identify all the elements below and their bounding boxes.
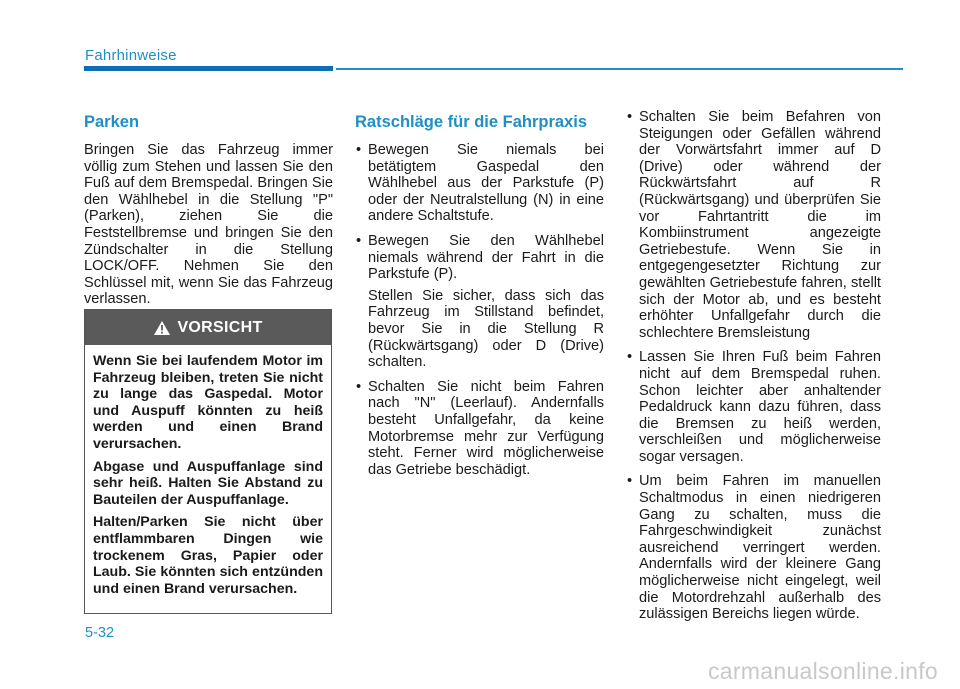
- parken-title: Parken: [84, 113, 140, 131]
- list-item-text: Bewegen Sie den Wählhebel niemals während der Fahrt in die Parkstufe (P).: [368, 232, 604, 283]
- list-item: [626, 109, 881, 341]
- caution-body: [85, 345, 331, 597]
- list-item-text: Um beim Fahren im manuellen Schaltmodus in einen niedrigeren Gang zu schalten, muss die Fahrgeschwindigkeit zunächst ausreichend verringert werden. Andernfalls wird der kleinere Gang möglicherweise nicht eingelegt, weil die Motordrehzahl außerhalb des zulässigen Bereichs liegen würde.: [639, 473, 881, 623]
- list-item-subparagraph: Stellen Sie sicher, dass sich das Fahrzeug im Stillstand befindet, bevor Sie in die Stellung R (Rückwärtsgang) oder D (Drive) schalten.: [368, 287, 604, 371]
- caution-box: [84, 309, 332, 614]
- caution-paragraph: Halten/Parken Sie nicht über entflammbaren Dingen wie trockenem Gras, Papier oder Laub. Sie könnten sich entzünden und einen Brand verursachen.: [93, 514, 323, 597]
- ratschlaege-list: [355, 142, 604, 478]
- list-item-text: Schalten Sie nicht beim Fahren nach "N" (Leerlauf). Andernfalls besteht Unfallgefahr, da keine Motorbremse mehr zur Verfügung steht. Ferner wird möglicherweise das Getriebe beschädigt.: [368, 378, 604, 478]
- section-header: Fahrhinweise: [85, 47, 177, 64]
- caution-paragraph: Wenn Sie bei laufendem Motor im Fahrzeug bleiben, treten Sie nicht zu lange das Gaspedal. Motor und Auspuff könnten zu heiß werden und einen Brand verursachen.: [93, 353, 323, 452]
- list-item-text: Schalten Sie beim Befahren von Steigungen oder Gefällen während der Vorwärtsfahrt immer auf D (Drive) oder während der Rückwärtsfahrt auf R (Rückwärtsgang) und überprüfen Sie vor Fahrtantritt die im Kombiinstrument angezeigte Getriebestufe. Wenn Sie in entgegengesetzter Richtung zur gewählten Getriebestufe fahren, stellt sich der Motor ab, und es besteht erhöhter Unfallgefahr durch die schlechtere Bremsleistung: [639, 109, 881, 341]
- header-rule-thin: [336, 68, 903, 70]
- list-item: [355, 379, 604, 479]
- list-item: [626, 349, 881, 465]
- parken-paragraph: Bringen Sie das Fahrzeug immer völlig zum Stehen und lassen Sie den Fuß auf dem Bremspedal. Bringen Sie den Wählhebel in die Stellung "P" (Parken), ziehen Sie die Feststellbremse und bringen Sie den Zündschalter in die Stellung LOCK/OFF. Nehmen Sie den Schlüssel mit, wenn Sie das Fahrzeug verlassen.: [84, 142, 333, 308]
- continued-list: [626, 109, 881, 623]
- column-parken: [84, 109, 333, 308]
- warning-triangle-icon: [153, 320, 171, 336]
- list-item: [626, 473, 881, 622]
- ratschlaege-title: Ratschläge für die Fahrpraxis: [355, 113, 587, 131]
- caution-paragraph: Abgase und Auspuffanlage sind sehr heiß. Halten Sie Abstand zu Bauteilen der Auspuffanlage.: [93, 458, 323, 508]
- list-item-text: Lassen Sie Ihren Fuß beim Fahren nicht auf dem Bremspedal ruhen. Schon leichter aber anhaltender Pedaldruck kann dazu führen, dass die Bremsen zu heiß werden, verschleißen und möglicherweise sogar versagen.: [639, 349, 881, 465]
- watermark: carmanualsonline.info: [707, 658, 938, 684]
- caution-label: VORSICHT: [177, 318, 263, 336]
- header-rule-thick: [84, 66, 333, 71]
- page-number: 5-32: [85, 625, 115, 641]
- list-item: [355, 233, 604, 371]
- column-ratschlaege: [355, 109, 604, 486]
- column-continued: [626, 109, 881, 631]
- caution-header: [85, 310, 331, 345]
- list-item-text: Bewegen Sie niemals bei betätigtem Gaspedal den Wählhebel aus der Parkstufe (P) oder der Neutralstellung (N) in eine andere Schaltstufe.: [368, 142, 604, 225]
- list-item: [355, 142, 604, 225]
